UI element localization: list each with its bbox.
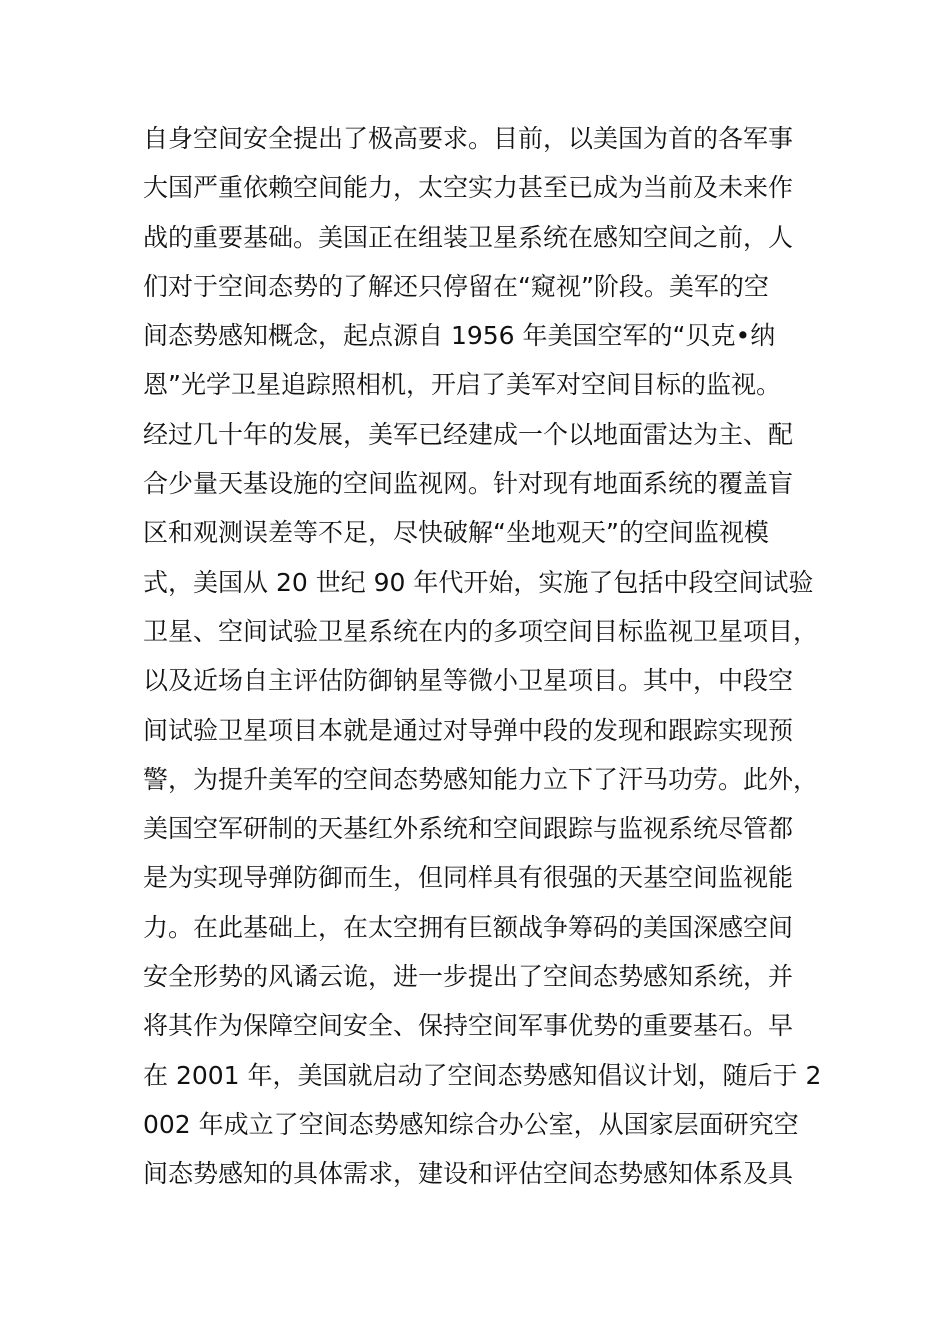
text-line: 战的重要基础。美国正在组装卫星系统在感知空间之前，人 [143,222,794,252]
body-text [143,114,833,1199]
text-line: 合少量天基设施的空间监视网。针对现有地面系统的覆盖盲 [143,469,794,499]
text-line: 将其作为保障空间安全、保持空间军事优势的重要基石。早 [143,1011,794,1041]
text-line: 安全形势的风谲云诡，进一步提出了空间态势感知系统，并 [143,962,794,992]
text-line: 在 2001 年，美国就启动了空间态势感知倡议计划，随后于 2 [143,1060,822,1090]
text-line: 自身空间安全提出了极高要求。目前，以美国为首的各军事 [143,124,794,153]
text-line: 大国严重依赖空间能力，太空实力甚至已成为当前及未来作 [143,173,794,203]
text-line: 们对于空间态势的了解还只停留在“窥视”阶段。美军的空 [143,271,769,301]
text-line: 是为实现导弹防御而生，但同样具有很强的天基空间监视能 [143,863,794,893]
text-line: 间态势感知的具体需求，建设和评估空间态势感知体系及具 [143,1159,794,1189]
text-line: 式，美国从 20 世纪 90 年代开始，实施了包括中段空间试验 [143,567,814,597]
text-line: 经过几十年的发展，美军已经建成一个以地面雷达为主、配 [143,419,794,449]
text-line: 以及近场自主评估防御钠星等微小卫星项目。其中，中段空 [143,666,794,696]
text-line: 美国空军研制的天基红外系统和空间跟踪与监视系统尽管都 [143,814,794,844]
text-line: 卫星、空间试验卫星系统在内的多项空间目标监视卫星项目， [143,616,819,646]
text-line: 002 年成立了空间态势感知综合办公室，从国家层面研究空 [143,1109,799,1139]
text-line: 间试验卫星项目本就是通过对导弹中段的发现和跟踪实现预 [143,715,794,745]
text-line: 区和观测误差等不足，尽快破解“坐地观天”的空间监视模 [143,518,769,548]
text-line: 力。在此基础上，在太空拥有巨额战争筹码的美国深感空间 [143,912,794,942]
text-line: 恩”光学卫星追踪照相机，开启了美军对空间目标的监视。 [143,370,781,400]
text-line: 警，为提升美军的空间态势感知能力立下了汗马功劳。此外， [143,764,819,794]
text-line: 间态势感知概念，起点源自 1956 年美国空军的“贝克•纳 [143,321,776,351]
